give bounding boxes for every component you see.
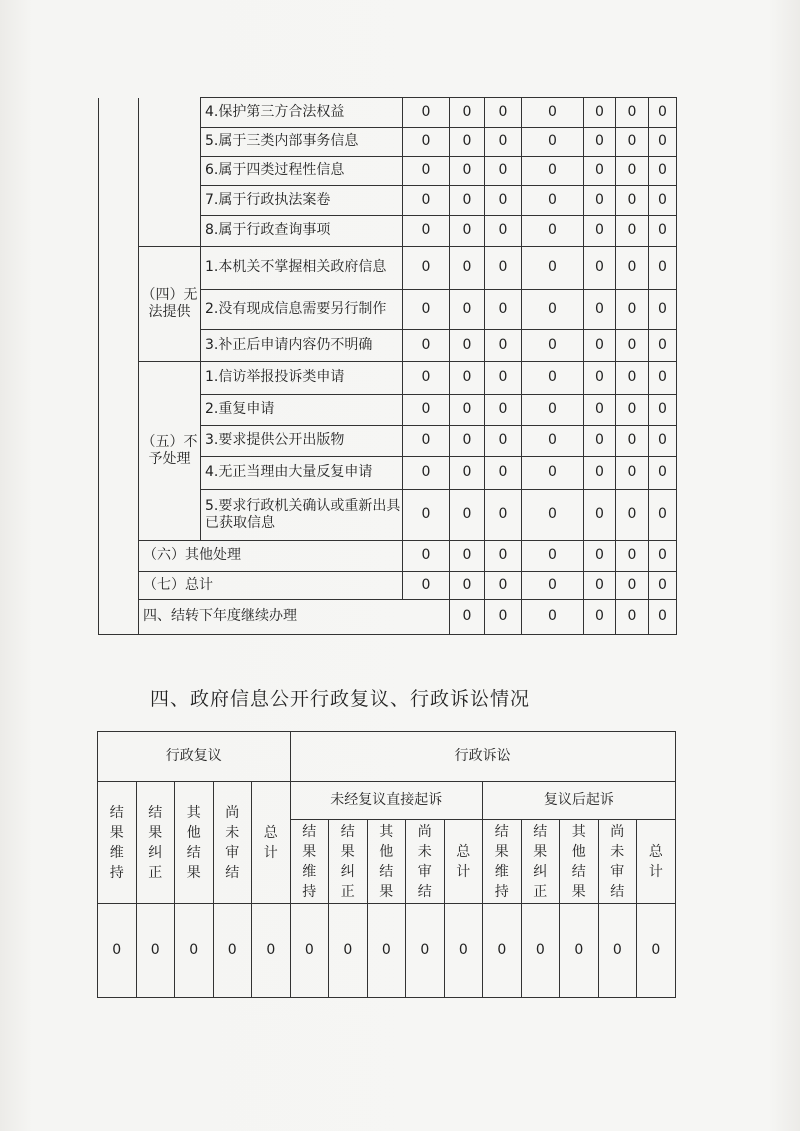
value-cell: 0 [485,572,522,600]
row-label: 5.属于三类内部事务信息 [201,128,403,157]
value-cell: 0 [403,541,450,572]
value-cell: 0 [485,330,522,362]
value-cell: 0 [616,572,649,600]
value-cell: 0 [584,426,616,457]
row-label: 6.属于四类过程性信息 [201,157,403,186]
row-label: 5.要求行政机关确认或重新出具已获取信息 [201,490,403,541]
value-cell: 0 [403,572,450,600]
value-cell: 0 [521,904,560,998]
value-cell: 0 [616,541,649,572]
direct-col-2: 其 他 结 果 [367,820,406,904]
direct-col-3: 尚 未 审 结 [406,820,445,904]
row-label: （七）总计 [139,572,403,600]
value-cell: 0 [637,904,676,998]
review-col-1: 结 果 纠 正 [136,782,175,904]
value-cell: 0 [485,216,522,247]
value-cell: 0 [403,362,450,395]
disposal-table [98,97,677,635]
value-cell: 0 [522,290,584,330]
value-cell: 0 [616,216,649,247]
value-cell: 0 [522,600,584,635]
value-cell: 0 [485,186,522,216]
value-cell: 0 [329,904,368,998]
after-col-2: 其 他 结 果 [560,820,599,904]
row-label: 4.无正当理由大量反复申请 [201,457,403,490]
after-review-header: 复议后起诉 [483,782,676,820]
value-cell: 0 [584,541,616,572]
value-cell: 0 [98,904,137,998]
value-cell: 0 [213,904,252,998]
value-cell: 0 [450,157,485,186]
value-cell: 0 [649,426,677,457]
value-cell: 0 [649,600,677,635]
value-cell: 0 [450,395,485,426]
value-cell: 0 [403,98,450,128]
value-cell: 0 [584,600,616,635]
value-cell: 0 [403,457,450,490]
review-col-4: 总 计 [252,782,291,904]
left-margin-cell [99,98,139,635]
value-cell: 0 [522,572,584,600]
row-label: 4.保护第三方合法权益 [201,98,403,128]
row-label: 2.重复申请 [201,395,403,426]
row-label: 四、结转下年度继续办理 [139,600,450,635]
value-cell: 0 [367,904,406,998]
value-cell: 0 [450,290,485,330]
after-col-1: 结 果 纠 正 [521,820,560,904]
value-cell: 0 [290,904,329,998]
value-cell: 0 [616,600,649,635]
value-cell: 0 [649,157,677,186]
value-cell: 0 [403,186,450,216]
value-cell: 0 [403,216,450,247]
review-col-3: 尚 未 审 结 [213,782,252,904]
value-cell: 0 [403,290,450,330]
value-cell: 0 [649,395,677,426]
value-cell: 0 [450,216,485,247]
group-cannot-provide: （四）无法提供 [139,247,201,362]
value-cell: 0 [450,572,485,600]
value-cell: 0 [649,290,677,330]
value-cell: 0 [584,395,616,426]
review-litigation-table [97,731,676,998]
table-row-total [99,572,677,600]
after-col-4: 总 计 [637,820,676,904]
value-cell: 0 [403,426,450,457]
value-cell: 0 [450,490,485,541]
value-cell: 0 [485,490,522,541]
value-cell: 0 [485,98,522,128]
value-cell: 0 [649,216,677,247]
value-cell: 0 [522,216,584,247]
value-cell: 0 [485,600,522,635]
value-cell: 0 [616,247,649,290]
value-cell: 0 [485,395,522,426]
value-cell: 0 [584,290,616,330]
value-cell: 0 [616,395,649,426]
value-cell: 0 [406,904,445,998]
value-cell: 0 [444,904,483,998]
value-cell: 0 [616,186,649,216]
row-label: 1.本机关不掌握相关政府信息 [201,247,403,290]
value-cell: 0 [598,904,637,998]
direct-suit-header: 未经复议直接起诉 [290,782,483,820]
review-col-0: 结 果 维 持 [98,782,137,904]
value-cell: 0 [403,330,450,362]
value-cell: 0 [616,457,649,490]
value-cell: 0 [584,157,616,186]
litigation-header: 行政诉讼 [290,732,675,782]
value-cell: 0 [649,186,677,216]
value-cell: 0 [485,290,522,330]
value-cell: 0 [485,157,522,186]
value-cell: 0 [522,98,584,128]
table-row-carry [99,600,677,635]
value-cell: 0 [252,904,291,998]
value-cell: 0 [522,395,584,426]
row-label: 1.信访举报投诉类申请 [201,362,403,395]
value-cell: 0 [616,157,649,186]
value-cell: 0 [584,98,616,128]
after-col-0: 结 果 维 持 [483,820,522,904]
value-cell: 0 [616,290,649,330]
value-cell: 0 [584,216,616,247]
group-not-processed: （五）不予处理 [139,362,201,541]
value-cell: 0 [584,186,616,216]
value-cell: 0 [616,362,649,395]
value-cell: 0 [616,98,649,128]
value-cell: 0 [522,490,584,541]
value-cell: 0 [450,98,485,128]
table-row [99,362,677,395]
value-cell: 0 [522,541,584,572]
value-cell: 0 [403,395,450,426]
value-cell: 0 [649,98,677,128]
value-cell: 0 [175,904,214,998]
value-cell: 0 [483,904,522,998]
value-cell: 0 [522,157,584,186]
value-cell: 0 [450,330,485,362]
value-cell: 0 [450,247,485,290]
value-cell: 0 [485,128,522,157]
value-cell: 0 [616,330,649,362]
value-cell: 0 [522,186,584,216]
value-cell: 0 [450,541,485,572]
after-col-3: 尚 未 审 结 [598,820,637,904]
value-cell: 0 [649,457,677,490]
value-cell: 0 [485,457,522,490]
value-cell: 0 [616,128,649,157]
row-label: 3.要求提供公开出版物 [201,426,403,457]
value-cell: 0 [649,247,677,290]
section-title: 四、政府信息公开行政复议、行政诉讼情况 [150,688,531,710]
value-cell: 0 [522,247,584,290]
value-cell: 0 [649,362,677,395]
value-cell: 0 [450,426,485,457]
row-label: 8.属于行政查询事项 [201,216,403,247]
value-cell: 0 [649,330,677,362]
review-header: 行政复议 [98,732,291,782]
value-cell: 0 [485,362,522,395]
value-cell: 0 [560,904,599,998]
value-cell: 0 [522,457,584,490]
value-cell: 0 [584,457,616,490]
row-label: 7.属于行政执法案卷 [201,186,403,216]
value-cell: 0 [450,362,485,395]
value-cell: 0 [616,426,649,457]
row-label: 2.没有现成信息需要另行制作 [201,290,403,330]
direct-col-4: 总 计 [444,820,483,904]
value-cell: 0 [584,247,616,290]
table-row [99,247,677,290]
group-cell-continued [139,98,201,247]
value-cell: 0 [649,572,677,600]
table-row [99,98,677,128]
value-cell: 0 [584,490,616,541]
value-cell: 0 [584,128,616,157]
value-cell: 0 [450,600,485,635]
review-col-2: 其 他 结 果 [175,782,214,904]
value-cell: 0 [485,247,522,290]
value-cell: 0 [450,128,485,157]
value-cell: 0 [649,541,677,572]
value-cell: 0 [450,457,485,490]
value-cell: 0 [649,128,677,157]
value-cell: 0 [584,362,616,395]
value-cell: 0 [136,904,175,998]
table-row-other [99,541,677,572]
value-cell: 0 [403,247,450,290]
value-cell: 0 [649,490,677,541]
value-cell: 0 [584,572,616,600]
value-cell: 0 [522,330,584,362]
row-label: 3.补正后申请内容仍不明确 [201,330,403,362]
value-cell: 0 [485,541,522,572]
value-cell: 0 [522,362,584,395]
value-cell: 0 [584,330,616,362]
value-cell: 0 [403,128,450,157]
value-cell: 0 [450,186,485,216]
value-cell: 0 [485,426,522,457]
row-label: （六）其他处理 [139,541,403,572]
value-cell: 0 [522,426,584,457]
value-cell: 0 [403,490,450,541]
direct-col-0: 结 果 维 持 [290,820,329,904]
value-cell: 0 [616,490,649,541]
value-cell: 0 [403,157,450,186]
direct-col-1: 结 果 纠 正 [329,820,368,904]
value-cell: 0 [522,128,584,157]
